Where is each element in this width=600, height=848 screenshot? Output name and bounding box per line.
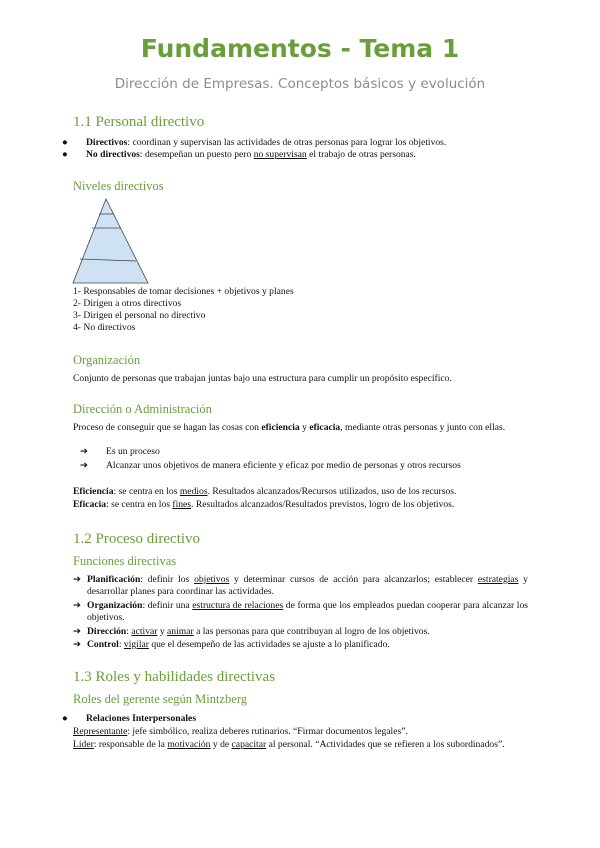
subheading-niveles: Niveles directivos xyxy=(73,179,164,193)
list-item: ➔ Dirección: activar y animar a las personas para que contribuyan al logro de los objetivos. xyxy=(73,626,430,637)
list-item: ➔ Control: vigilar que el desempeño de las actividades se ajuste a lo planificado. xyxy=(73,639,390,650)
section-heading-1-2: 1.2 Proceso directivo xyxy=(73,531,201,547)
page-subtitle: Dirección de Empresas. Conceptos básicos y evolución xyxy=(114,76,486,92)
paragraph: Proceso de conseguir que se hagan las cosas con eficiencia y eficacia, mediante otras personas y junto con ellas. xyxy=(73,422,506,433)
bullet-icon: ● xyxy=(62,713,68,724)
subheading-funciones: Funciones directivas xyxy=(73,554,177,568)
paragraph: Eficiencia: se centra en los medios. Resultados alcanzados/Recursos utilizados, uso de los recursos. xyxy=(73,486,457,497)
pyramid-diagram xyxy=(70,197,152,285)
level-item: 4- No directivos xyxy=(73,322,136,333)
bullet-icon: ● xyxy=(62,137,68,148)
subheading-organizacion: Organización xyxy=(73,353,141,367)
level-item: 2- Dirigen a otros directivos xyxy=(73,298,182,309)
section-heading-1-1: 1.1 Personal directivo xyxy=(73,114,205,130)
paragraph: Conjunto de personas que trabajan juntas bajo una estructura para cumplir un propósito específico. xyxy=(73,373,452,384)
arrow-icon: ➔ xyxy=(73,626,82,637)
arrow-icon: ➔ xyxy=(73,639,82,650)
subheading-direccion: Dirección o Administración xyxy=(73,402,212,416)
list-item: ➔ Alcanzar unos objetivos de manera eficiente y eficaz por medio de personas y otros recursos xyxy=(80,460,461,471)
page-title: Fundamentos - Tema 1 xyxy=(140,34,460,63)
list-item: ➔ Organización: definir una estructura de relaciones de forma que los empleados puedan cooperar para alcanzar los objetivos. xyxy=(73,600,528,624)
paragraph: Representante: jefe simbólico, realiza deberes rutinarios. “Firmar documentos legales”. xyxy=(73,726,408,737)
arrow-icon: ➔ xyxy=(73,574,82,585)
level-item: 3- Dirigen el personal no directivo xyxy=(73,310,206,321)
list-item: ● No directivos: desempeñan un puesto pero no supervisan el trabajo de otras personas. xyxy=(58,149,528,161)
subheading-roles: Roles del gerente según Mintzberg xyxy=(73,692,248,706)
list-item: ➔ Planificación: definir los objetivos y determinar cursos de acción para alcanzarlos; establecer estrategias y desarrollar planes para coordinar las actividades. xyxy=(73,574,528,598)
level-item: 1- Responsables de tomar decisiones + objetivos y planes xyxy=(73,286,294,297)
paragraph: Eficacia: se centra en los fines. Resultados alcanzados/Resultados previstos, logro de los objetivos. xyxy=(73,499,455,510)
paragraph: Líder: responsable de la motivación y de capacitar al personal. “Actividades que se refieren a los subordinados”. xyxy=(73,739,505,750)
list-item: ● Directivos: coordinan y supervisan las actividades de otras personas para lograr los objetivos. xyxy=(58,137,528,149)
pyramid-shape xyxy=(73,199,148,283)
arrow-icon: ➔ xyxy=(80,446,89,457)
arrow-icon: ➔ xyxy=(73,600,82,611)
section-heading-1-3: 1.3 Roles y habilidades directivas xyxy=(73,669,276,685)
list-item: ➔ Es un proceso xyxy=(80,446,160,457)
list-item: ● Relaciones Interpersonales xyxy=(58,713,528,725)
arrow-icon: ➔ xyxy=(80,460,89,471)
bullet-icon: ● xyxy=(62,149,68,160)
